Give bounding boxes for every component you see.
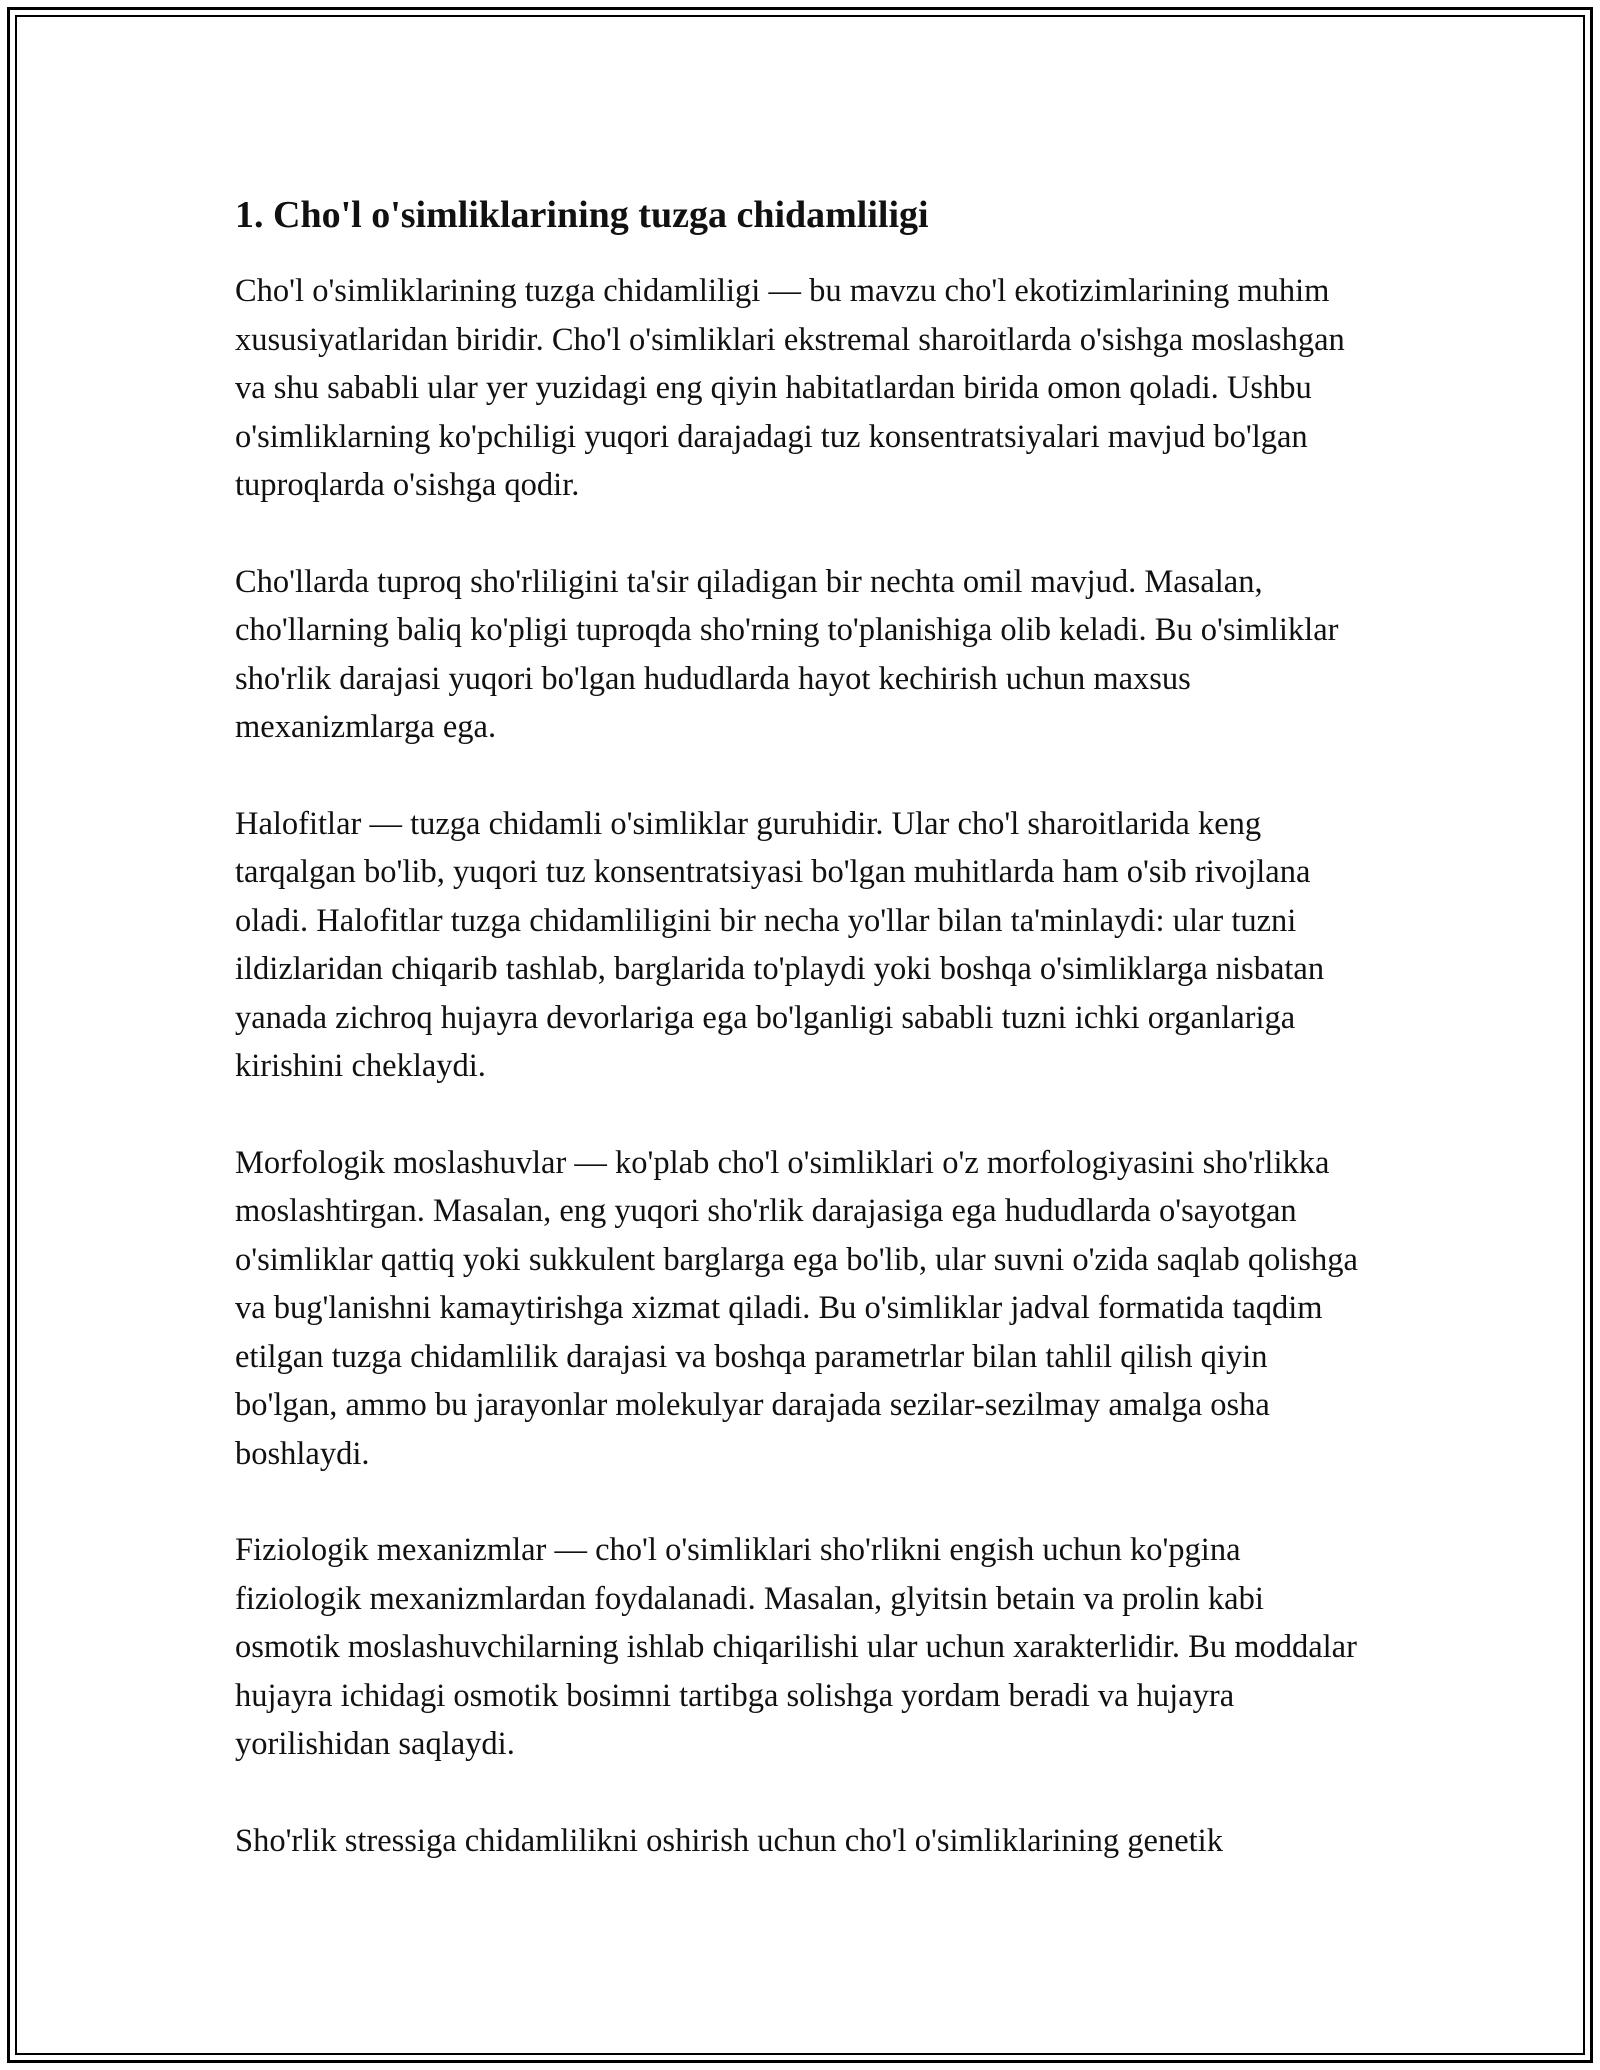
section-heading: 1. Cho'l o'simliklarining tuzga chidamliligi xyxy=(235,194,929,236)
paragraph-physiological-mechanisms: Fiziologik mexanizmlar — cho'l o'simliklari sho'rlikni engish uchun ko'pgina fiziologik mexanizmlardan foydalanadi. Masalan, glyitsin betain va prolin kabi osmotik moslashuvchilarning ishlab chiqarilishi ular uchun xarakterlidir. Bu moddalar hujayra ichidagi osmotik bosimni tartibga solishga yordam beradi va hujayra yorilishidan saqlaydi. xyxy=(235,1532,1357,1762)
paragraph-halophytes: Halofitlar — tuzga chidamli o'simliklar guruhidir. Ular cho'l sharoitlarida keng tarqalgan bo'lib, yuqori tuz konsentratsiyasi bo'lgan muhitlarda ham o'sib rivojlana oladi. Halofitlar tuzga chidamliligini bir necha yo'llar bilan ta'minlaydi: ular tuzni ildizlaridan chiqarib tashlab, barglarida to'playdi yoki boshqa o'simliklarga nisbatan yanada zichroq hujayra devorlariga ega bo'lganligi sababli tuzni ichki organlariga kirishini cheklaydi. xyxy=(235,805,1325,1084)
paragraph-intro: Cho'l o'simliklarining tuzga chidamliligi — bu mavzu cho'l ekotizimlarining muhim xususiyatlaridan biridir. Cho'l o'simliklari ekstremal sharoitlarda o'sishga moslashgan va shu sababli ular yer yuzidagi eng qiyin habitatlardan birida omon qoladi. Ushbu o'simliklarning ko'pchiligi yuqori darajadagi tuz konsentratsiyalari mavjud bo'lgan tuproqlarda o'sishga qodir. xyxy=(235,273,1345,503)
document-body xyxy=(235,185,1365,1865)
paragraph-genetic: Sho'rlik stressiga chidamlilikni oshirish uchun cho'l o'simliklarining genetik xyxy=(235,1822,1223,1859)
paragraph-morphological-adaptations: Morfologik moslashuvlar — ko'plab cho'l o'simliklari o'z morfologiyasini sho'rlikka moslashtirgan. Masalan, eng yuqori sho'rlik darajasiga ega hududlarda o'sayotgan o'simliklar qattiq yoki sukkulent barglarga ega bo'lib, ular suvni o'zida saqlab qolishga va bug'lanishni kamaytirishga xizmat qiladi. Bu o'simliklar jadval formatida taqdim etilgan tuzga chidamlilik darajasi va boshqa parametrlar bilan tahlil qilish qiyin bo'lgan, ammo bu jarayonlar molekulyar darajada sezilar-sezilmay amalga osha boshlaydi. xyxy=(235,1144,1358,1472)
paragraph-soil-salinity: Cho'llarda tuproq sho'rliligini ta'sir qiladigan bir nechta omil mavjud. Masalan, cho'llarning baliq ko'pligi tuproqda sho'rning to'planishiga olib keladi. Bu o'simliklar sho'rlik darajasi yuqori bo'lgan hududlarda hayot kechirish uchun maxsus mexanizmlarga ega. xyxy=(235,563,1339,745)
